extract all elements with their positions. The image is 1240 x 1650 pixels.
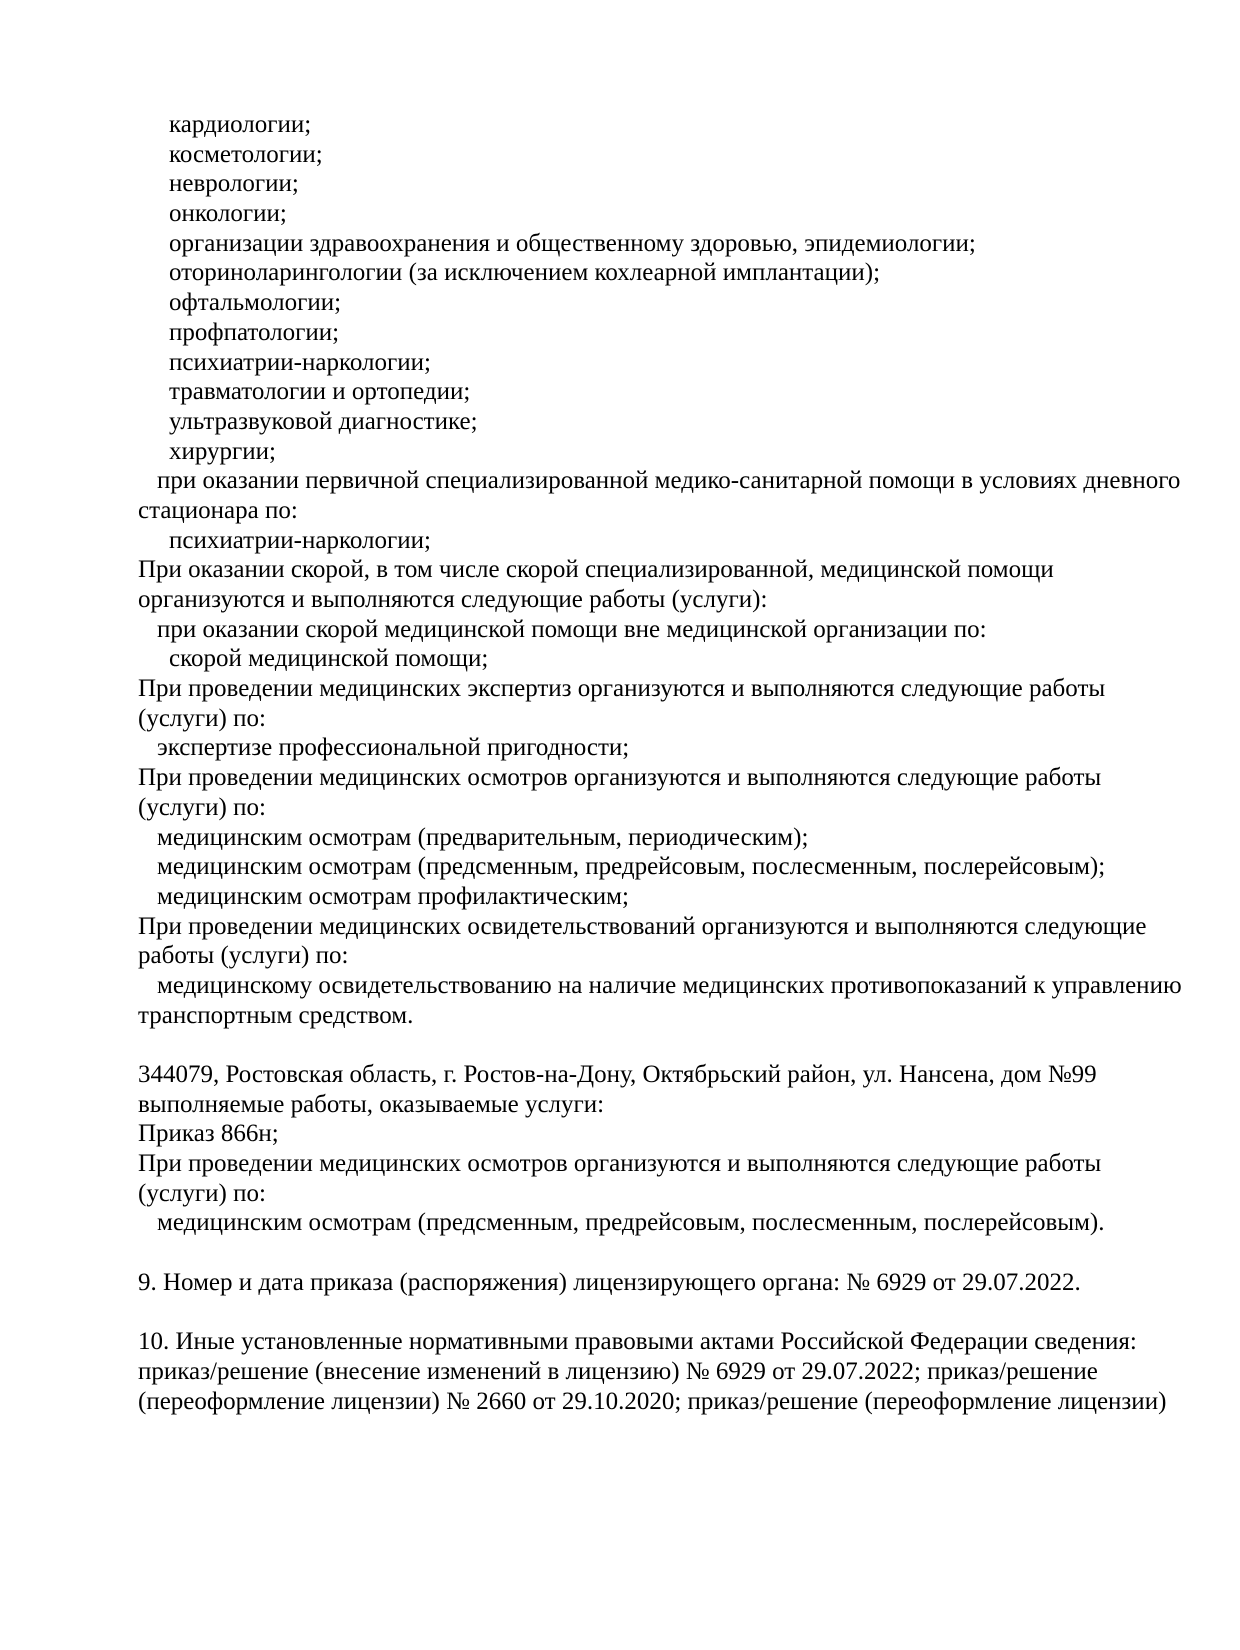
order-reference-line: Приказ 866н; <box>138 1120 279 1148</box>
blank-line <box>138 1238 1203 1268</box>
section-10-other-info-line: приказ/решение (внесение изменений в лицензию) № 6929 от 29.07.2022; приказ/решение <box>138 1357 1098 1385</box>
section-9-order-number-line: 9. Номер и дата приказа (распоряжения) лицензирующего органа: № 6929 от 29.07.2022. <box>138 1268 1081 1296</box>
service-item-line: оториноларингологии (за исключением кохлеарной имплантации); <box>169 259 881 287</box>
section-10-other-info-line: 10. Иные установленные нормативными правовыми актами Российской Федерации сведения: <box>138 1328 1137 1356</box>
paragraph-line: При оказании скорой, в том числе скорой специализированной, медицинской помощи <box>138 556 1054 584</box>
blank-line <box>138 1298 1203 1328</box>
paragraph-line: организуются и выполняются следующие работы (услуги): <box>138 586 768 613</box>
paragraph-line: При проведении медицинских осмотров организуются и выполняются следующие работы <box>138 1150 1102 1178</box>
service-item-line: травматологии и ортопедии; <box>169 378 471 406</box>
care-condition-line: стационара по: <box>138 496 298 524</box>
service-item-line: онкологии; <box>169 200 287 228</box>
blank-line <box>138 1030 1203 1060</box>
service-item-line: медицинскому освидетельствованию на наличие медицинских противопоказаний к управлению <box>157 971 1182 999</box>
service-item-line: медицинским осмотрам (предсменным, предрейсовым, послесменным, послерейсовым). <box>157 1209 1105 1237</box>
paragraph-line: (услуги) по: <box>138 704 266 732</box>
service-item-line: медицинским осмотрам профилактическим; <box>157 882 629 910</box>
service-item-line: психиатрии-наркологии; <box>169 526 431 554</box>
paragraph-line: При проведении медицинских осмотров организуются и выполняются следующие работы <box>138 764 1102 792</box>
paragraph-line: При проведении медицинских освидетельствований организуются и выполняются следующие <box>138 912 1147 940</box>
address-line: 344079, Ростовская область, г. Ростов-на-Дону, Октябрьский район, ул. Нансена, дом №99 <box>138 1061 1097 1088</box>
service-item-line: ультразвуковой диагностике; <box>169 407 478 435</box>
service-item-line: скорой медицинской помощи; <box>169 645 489 673</box>
service-item-line: офтальмологии; <box>169 289 342 317</box>
section-10-other-info-line: (переоформление лицензии) № 2660 от 29.10.2020; приказ/решение (переоформление лицензии) <box>138 1387 1167 1415</box>
service-item-line: экспертизе профессиональной пригодности; <box>157 734 630 762</box>
service-item-line: медицинским осмотрам (предварительным, периодическим); <box>157 823 809 851</box>
service-item-line: медицинским осмотрам (предсменным, предрейсовым, послесменным, послерейсовым); <box>157 853 1106 881</box>
service-item-line: организации здравоохранения и общественному здоровью, эпидемиологии; <box>169 229 976 257</box>
paragraph-line: работы (услуги) по: <box>138 942 349 970</box>
service-item-line: психиатрии-наркологии; <box>169 348 431 376</box>
document-text-block <box>138 110 1203 1416</box>
paragraph-line: (услуги) по: <box>138 1179 266 1207</box>
care-condition-line: при оказании первичной специализированной медико-санитарной помощи в условиях дневного <box>157 467 1181 495</box>
service-item-line: профпатологии; <box>169 318 340 346</box>
service-item-line: кардиологии; <box>169 111 312 138</box>
service-item-line: хирургии; <box>169 437 277 465</box>
paragraph-line: выполняемые работы, оказываемые услуги: <box>138 1090 605 1118</box>
paragraph-line: транспортным средством. <box>138 1001 414 1029</box>
service-item-line: косметологии; <box>169 140 323 168</box>
care-condition-line: при оказании скорой медицинской помощи вне медицинской организации по: <box>157 615 987 643</box>
service-item-line: неврологии; <box>169 170 299 198</box>
paragraph-line: При проведении медицинских экспертиз организуются и выполняются следующие работы <box>138 675 1106 703</box>
paragraph-line: (услуги) по: <box>138 793 266 821</box>
